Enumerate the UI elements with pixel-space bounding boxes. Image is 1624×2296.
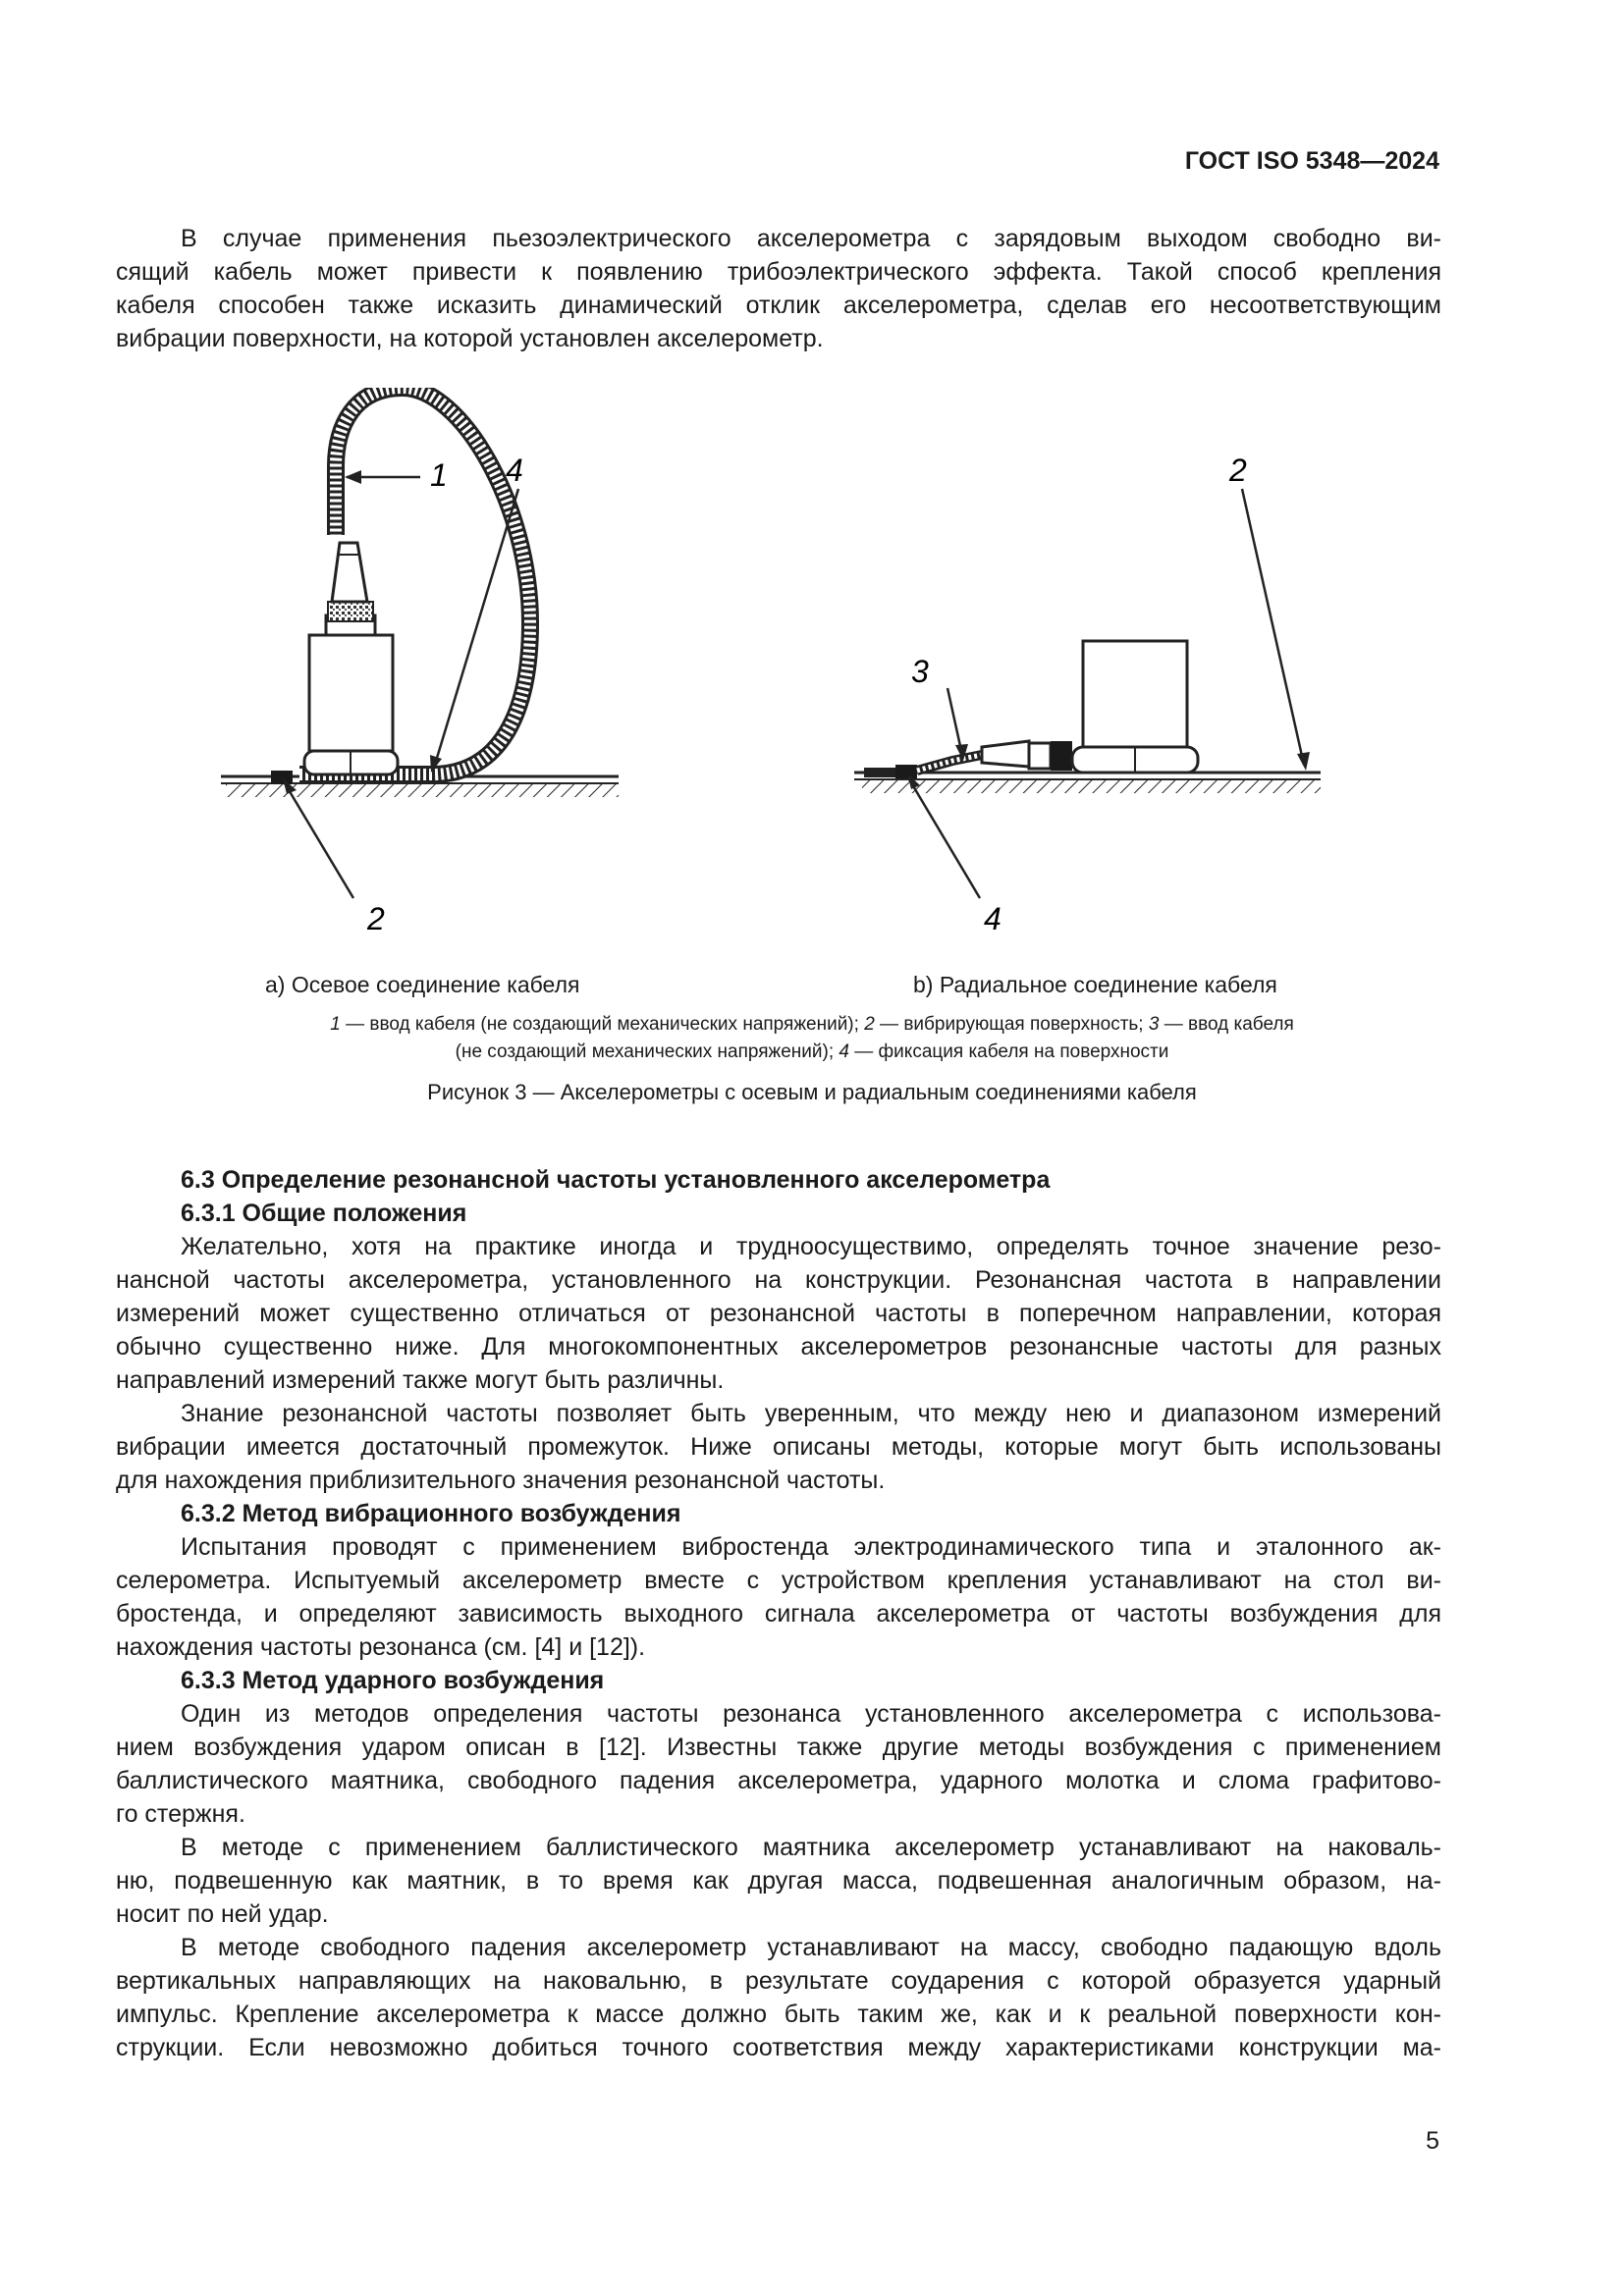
connector-knurl-a <box>328 602 373 621</box>
figure-legend <box>167 1011 1457 1066</box>
text-line: Один из методов определения частоты резонанса установленного акселерометра с использова- <box>181 1700 1441 1728</box>
text-line: нием возбуждения ударом описан в [12]. Известны также другие методы возбуждения с применением <box>116 1734 1441 1761</box>
text-line: измерений может существенно отличаться от резонансной частоты в поперечном направлении, которая <box>116 1300 1441 1327</box>
legend-line-2: (не создающий механических напряжений); 4 — фиксация кабеля на поверхности <box>455 1041 1169 1062</box>
cable-fixation-b <box>895 765 917 778</box>
text-line: для нахождения приблизительного значения резонансной частоты. <box>116 1467 886 1494</box>
leader-2-a <box>285 783 353 898</box>
text-line: го стержня. <box>116 1800 245 1828</box>
label-3: 3 <box>911 654 929 689</box>
text-line: Знание резонансной частоты позволяет быть уверенным, что между нею и диапазоном измерений <box>181 1400 1441 1427</box>
text-line: сящий кабель может привести к появлению трибоэлектрического эффекта. Такой способ крепления <box>116 258 1441 286</box>
text-line: В методе свободного падения акселерометр устанавливают на массу, свободно падающую вдоль <box>181 1934 1441 1961</box>
subsection-heading-6-3-3: 6.3.3 Метод ударного возбуждения <box>181 1667 605 1694</box>
section-heading: 6.3 Определение резонансной частоты установленного акселерометра <box>181 1166 1051 1194</box>
label-4-a: 4 <box>506 453 523 488</box>
section-6-3 <box>116 1163 1441 2064</box>
text-line: кабеля способен также исказить динамический отклик акселерометра, сделав его несоответствующим <box>116 292 1441 319</box>
label-4-b: 4 <box>984 901 1001 936</box>
text-line: вертикальных направляющих на наковальню, в результате соударения с которой образуется ударный <box>116 1967 1441 1995</box>
figure-title: Рисунок 3 — Акселерометры с осевым и радиальным соединениями кабеля <box>427 1080 1197 1104</box>
text-line: баллистического маятника, свободного падения акселерометра, ударного молотка и слома графитово- <box>116 1767 1441 1794</box>
figure-drawing <box>206 388 1384 937</box>
caption-b: b) Радиальное соединение кабеля <box>913 972 1277 997</box>
text-line: ню, подвешенную как маятник, в то время как другая масса, подвешенная аналогичным образом, на- <box>116 1867 1441 1895</box>
subsection-heading-6-3-2: 6.3.2 Метод вибрационного возбуждения <box>181 1500 681 1527</box>
text-line: направлений измерений также могут быть различны. <box>116 1366 725 1394</box>
text-line: Желательно, хотя на практике иногда и трудноосуществимо, определять точное значение резо- <box>181 1233 1441 1260</box>
text-line: нахождения частоты резонанса (см. [4] и [12]). <box>116 1633 646 1661</box>
text-line: бростенда, и определяют зависимость выходного сигнала акселерометра от частоты возбуждения для <box>116 1600 1441 1628</box>
text-line: обычно существенно ниже. Для многокомпонентных акселерометров резонансные частоты для разных <box>116 1333 1441 1361</box>
intro-paragraph <box>116 222 1441 355</box>
text-line: нансной частоты акселерометра, установленного на конструкции. Резонансная частота в направлении <box>116 1266 1441 1294</box>
text-line: В случае применения пьезоэлектрического акселерометра с зарядовым выходом свободно ви- <box>181 225 1441 252</box>
figure-accelerometers <box>206 388 1384 937</box>
text-line: В методе с применением баллистического маятника акселерометр устанавливают на наковаль- <box>181 1834 1441 1861</box>
leader-2-b <box>1242 489 1304 765</box>
caption-a: а) Осевое соединение кабеля <box>265 972 580 997</box>
text-line: струкции. Если невозможно добиться точного соответствия между характеристиками конструкции ма- <box>116 2034 1441 2061</box>
leader-4-b <box>909 779 980 898</box>
text-line: селерометра. Испытуемый акселерометр вместе с устройством крепления устанавливают на стол ви- <box>116 1567 1441 1594</box>
page-number: 5 <box>1426 2127 1439 2155</box>
text-line: вибрации имеется достаточный промежуток. Ниже описаны методы, которые могут быть использованы <box>116 1433 1441 1461</box>
text-line: носит по ней удар. <box>116 1900 329 1928</box>
text-line: Испытания проводят с применением вибростенда электродинамического типа и эталонного ак- <box>181 1533 1441 1561</box>
surface-hatch-b <box>862 779 1321 793</box>
strain-relief-a <box>332 543 367 602</box>
legend-line-1: 1 — ввод кабеля (не создающий механических напряжений); 2 — вибрирующая поверхность; 3 — ввод кабеля <box>330 1014 1294 1035</box>
cable-b <box>917 755 982 771</box>
diagram-b <box>854 453 1321 936</box>
label-2-a: 2 <box>367 901 385 936</box>
accelerometer-body-a <box>309 635 393 751</box>
diagram-a <box>221 388 619 936</box>
label-2-b: 2 <box>1229 453 1247 488</box>
label-1: 1 <box>430 457 448 493</box>
subsection-heading-6-3-1: 6.3.1 Общие положения <box>181 1200 467 1227</box>
cable-fixation-a <box>271 771 293 784</box>
connector-b <box>1051 741 1072 771</box>
strain-relief-b <box>982 741 1029 767</box>
standard-header: ГОСТ ISO 5348—2024 <box>1184 147 1439 175</box>
accelerometer-body-b <box>1083 641 1187 747</box>
text-line: вибрации поверхности, на которой установлен акселерометр. <box>116 325 824 352</box>
text-line: импульс. Крепление акселерометра к массе должно быть таким же, как и к реальной поверхности кон- <box>116 2001 1441 2028</box>
